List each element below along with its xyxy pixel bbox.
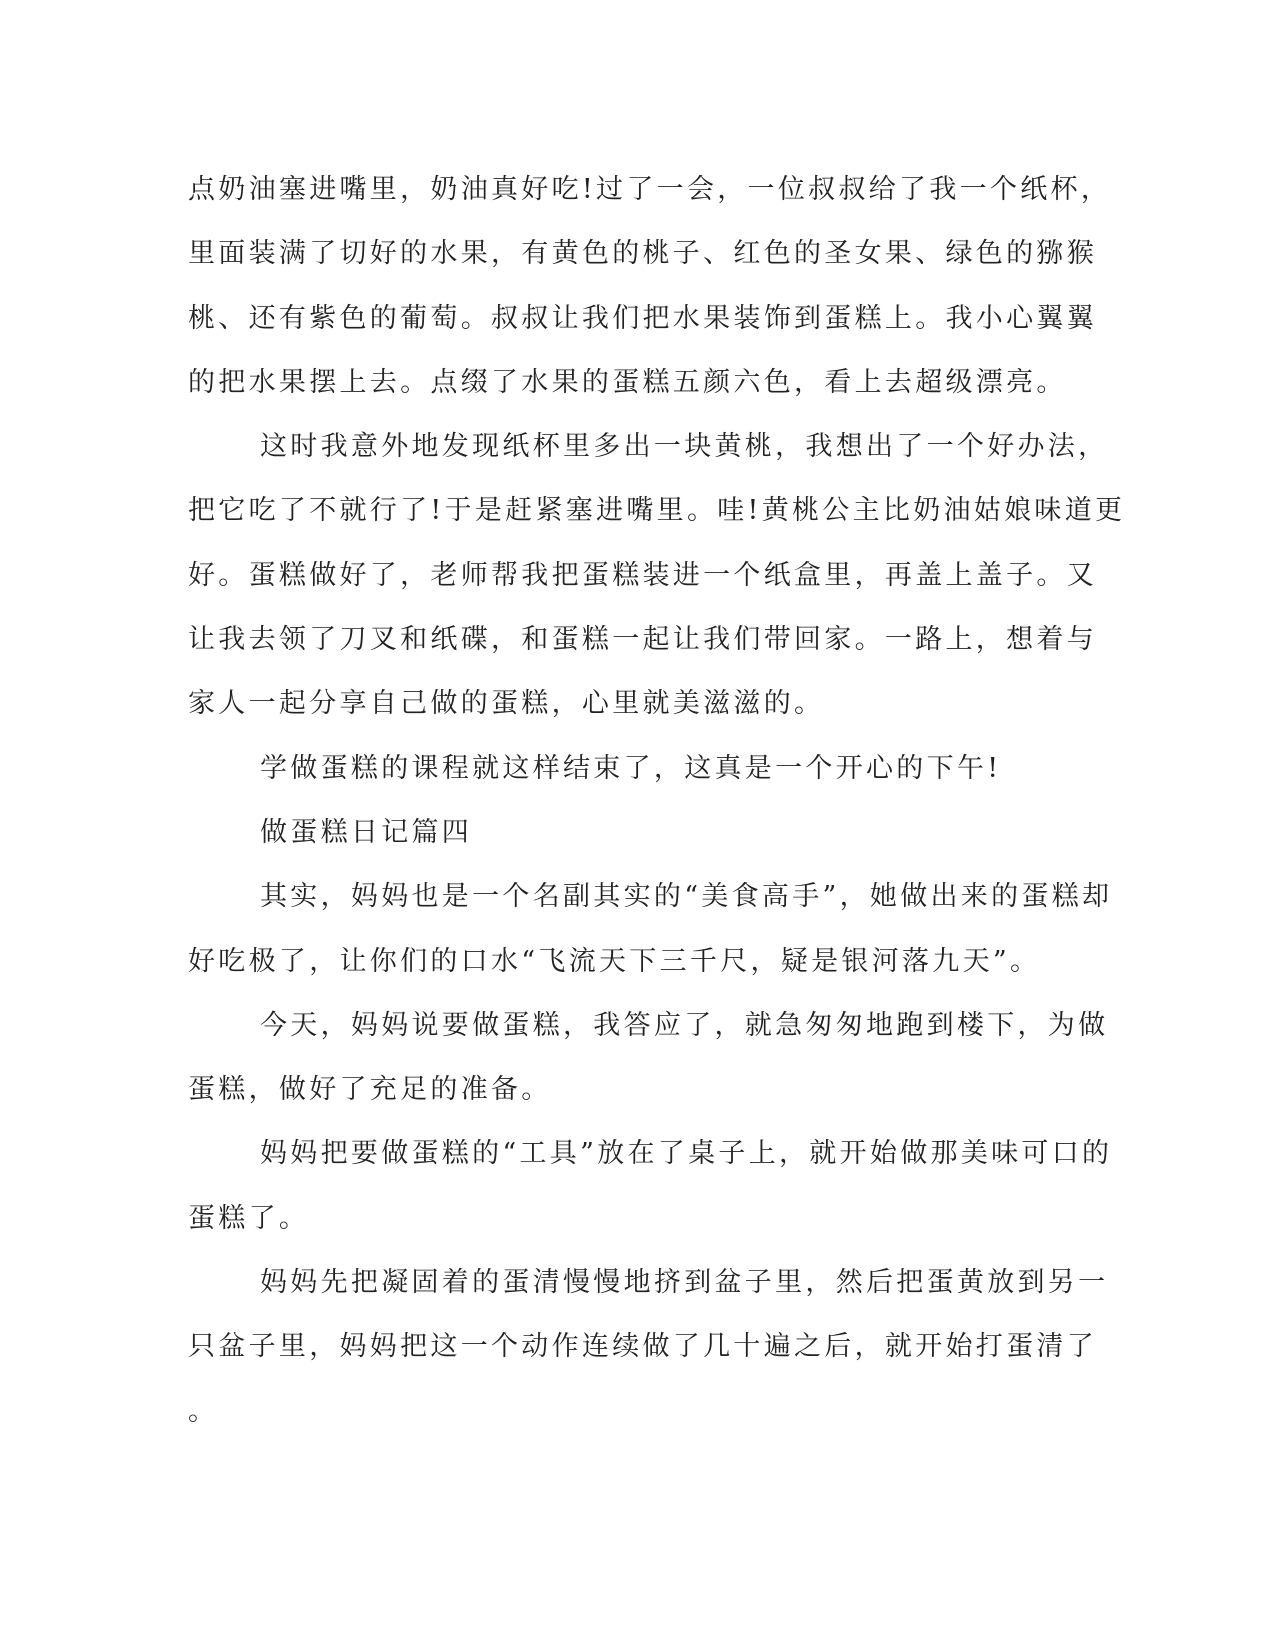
text-line: 桃、还有紫色的葡萄。叔叔让我们把水果装饰到蛋糕上。我小心翼翼: [188, 302, 1097, 334]
text-line: 的把水果摆上去。点缀了水果的蛋糕五颜六色，看上去超级漂亮。: [188, 366, 1067, 398]
text-line: 点奶油塞进嘴里，奶油真好吃!过了一会，一位叔叔给了我一个纸杯，: [188, 174, 1112, 205]
paragraph-start-line: 这时我意外地发现纸杯里多出一块黄桃，我想出了一个好办法，: [260, 431, 1109, 463]
paragraph-start-line: 妈妈先把凝固着的蛋清慢慢地挤到盆子里，然后把蛋黄放到另一: [260, 1267, 1109, 1299]
text-line: 家人一起分享自己做的蛋糕，心里就美滋滋的。: [188, 688, 825, 720]
section-heading: 做蛋糕日记篇四: [260, 816, 473, 848]
text-line: 。: [188, 1395, 219, 1427]
text-line: 好。蛋糕做好了，老师帮我把蛋糕装进一个纸盒里，再盖上盖子。又: [188, 559, 1097, 591]
text-line: 把它吃了不就行了!于是赶紧塞进嘴里。哇!黄桃公主比奶油姑娘味道更: [188, 495, 1126, 527]
paragraph-start-line: 其实，妈妈也是一个名副其实的“美食高手”，她做出来的蛋糕却: [260, 881, 1113, 913]
paragraph-start-line: 学做蛋糕的课程就这样结束了，这真是一个开心的下午!: [260, 752, 1002, 784]
paragraph-start-line: 妈妈把要做蛋糕的“工具”放在了桌子上，就开始做那美味可口的: [260, 1138, 1113, 1170]
text-line: 好吃极了，让你们的口水“飞流天下三千尺，疑是银河落九天”。: [188, 945, 1041, 977]
document-body: [188, 158, 1126, 1444]
text-line: 里面装满了切好的水果，有黄色的桃子、红色的圣女果、绿色的猕猴: [188, 238, 1097, 270]
text-line: 只盆子里，妈妈把这一个动作连续做了几十遍之后，就开始打蛋清了: [188, 1331, 1097, 1363]
text-line: 让我去领了刀叉和纸碟，和蛋糕一起让我们带回家。一路上，想着与: [188, 624, 1097, 656]
paragraph-start-line: 今天，妈妈说要做蛋糕，我答应了，就急匆匆地跑到楼下，为做: [260, 1009, 1109, 1041]
text-line: 蛋糕，做好了充足的准备。: [188, 1074, 552, 1106]
text-line: 蛋糕了。: [188, 1202, 310, 1234]
